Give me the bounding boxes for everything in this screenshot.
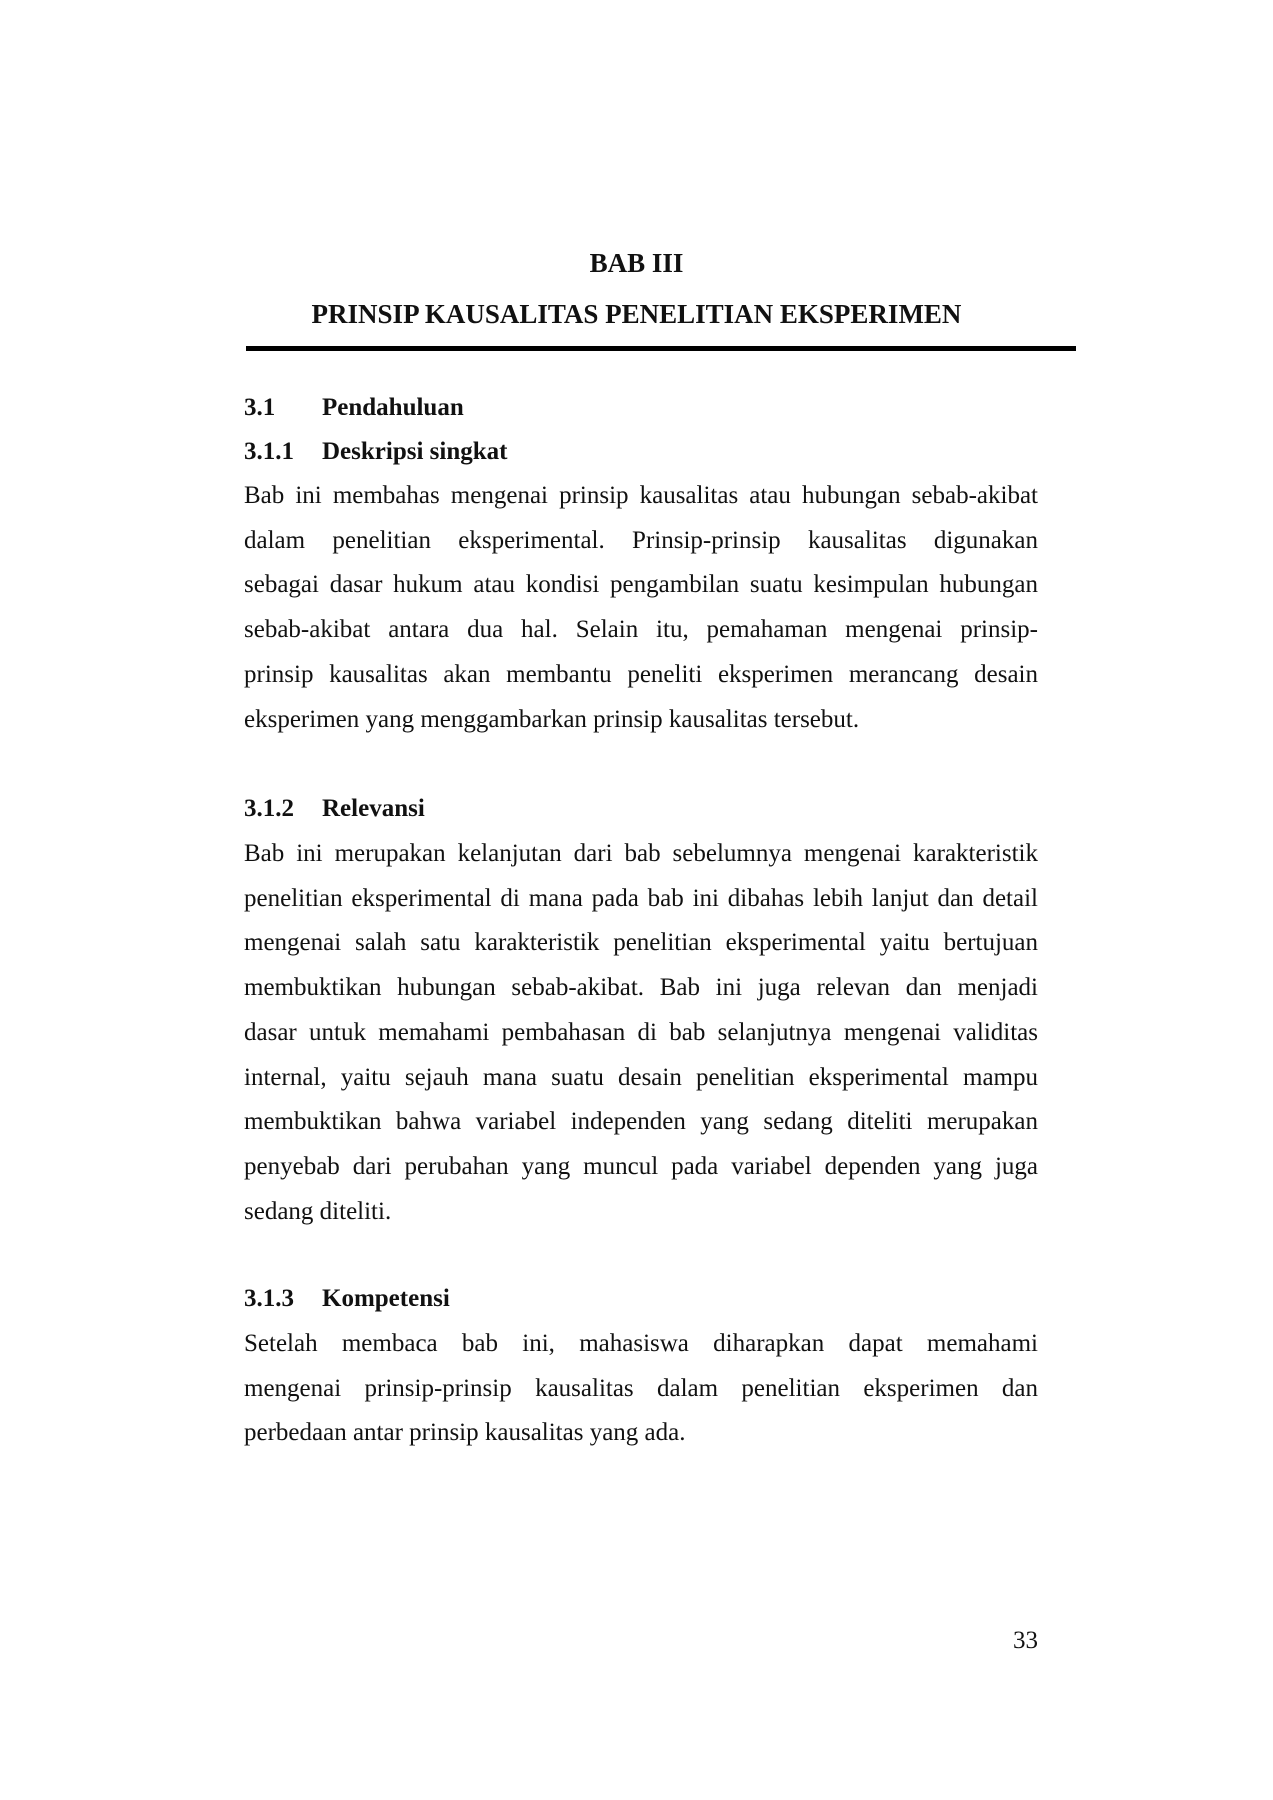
body-text-line: dasar untuk memahami pembahasan di bab selanjutnya mengenai validitas [244,1018,1038,1046]
section-title: Deskripsi singkat [322,438,508,465]
section-title: Kompetensi [322,1285,450,1312]
body-text-line: Bab ini membahas mengenai prinsip kausalitas atau hubungan sebab-akibat [244,482,1038,509]
section-heading-3-1-3 [244,1277,450,1321]
body-text-line: penelitian eksperimental di mana pada bab ini dibahas lebih lanjut dan detail [244,884,1038,912]
chapter-label: BAB III [589,248,684,278]
section-heading-3-1-2 [244,787,425,831]
section-heading-3-1-1 [244,430,507,474]
section-title: Pendahuluan [322,394,464,421]
section-number: 3.1.3 [244,1285,294,1312]
body-text-line: mengenai salah satu karakteristik penelitian eksperimental yaitu bertujuan [244,929,1038,957]
page-number: 33 [1013,1627,1038,1654]
body-text-line: perbedaan antar prinsip kausalitas yang ada. [244,1419,686,1447]
body-text-line: eksperimen yang menggambarkan prinsip kausalitas tersebut. [244,705,860,733]
chapter-title: PRINSIP KAUSALITAS PENELITIAN EKSPERIMEN [311,299,962,329]
body-text-line: Bab ini merupakan kelanjutan dari bab sebelumnya mengenai karakteristik [244,840,1038,867]
body-text-line: sedang diteliti. [244,1197,392,1225]
section-number: 3.1.2 [244,795,294,822]
section-heading-3-1 [244,386,464,430]
body-text-line: mengenai prinsip-prinsip kausalitas dalam penelitian eksperimen dan [244,1374,1038,1402]
body-text-line: membuktikan bahwa variabel independen yang sedang diteliti merupakan [244,1108,1038,1136]
body-text-line: internal, yaitu sejauh mana suatu desain penelitian eksperimental mampu [244,1063,1038,1091]
body-text-line: prinsip kausalitas akan membantu peneliti eksperimen merancang desain [244,660,1038,688]
body-text-line: membuktikan hubungan sebab-akibat. Bab ini juga relevan dan menjadi [244,974,1038,1002]
title-divider [246,346,1076,351]
body-text-line: dalam penelitian eksperimental. Prinsip-prinsip kausalitas digunakan [244,526,1038,554]
body-text-line: sebab-akibat antara dua hal. Selain itu, pemahaman mengenai prinsip- [244,616,1038,644]
section-number: 3.1.1 [244,438,294,465]
section-title: Relevansi [322,795,425,822]
body-text-line: penyebab dari perubahan yang muncul pada variabel dependen yang juga [244,1152,1038,1180]
body-text-line: sebagai dasar hukum atau kondisi pengambilan suatu kesimpulan hubungan [244,571,1038,599]
section-number: 3.1 [244,394,276,421]
body-text-line: Setelah membaca bab ini, mahasiswa diharapkan dapat memahami [244,1330,1038,1357]
